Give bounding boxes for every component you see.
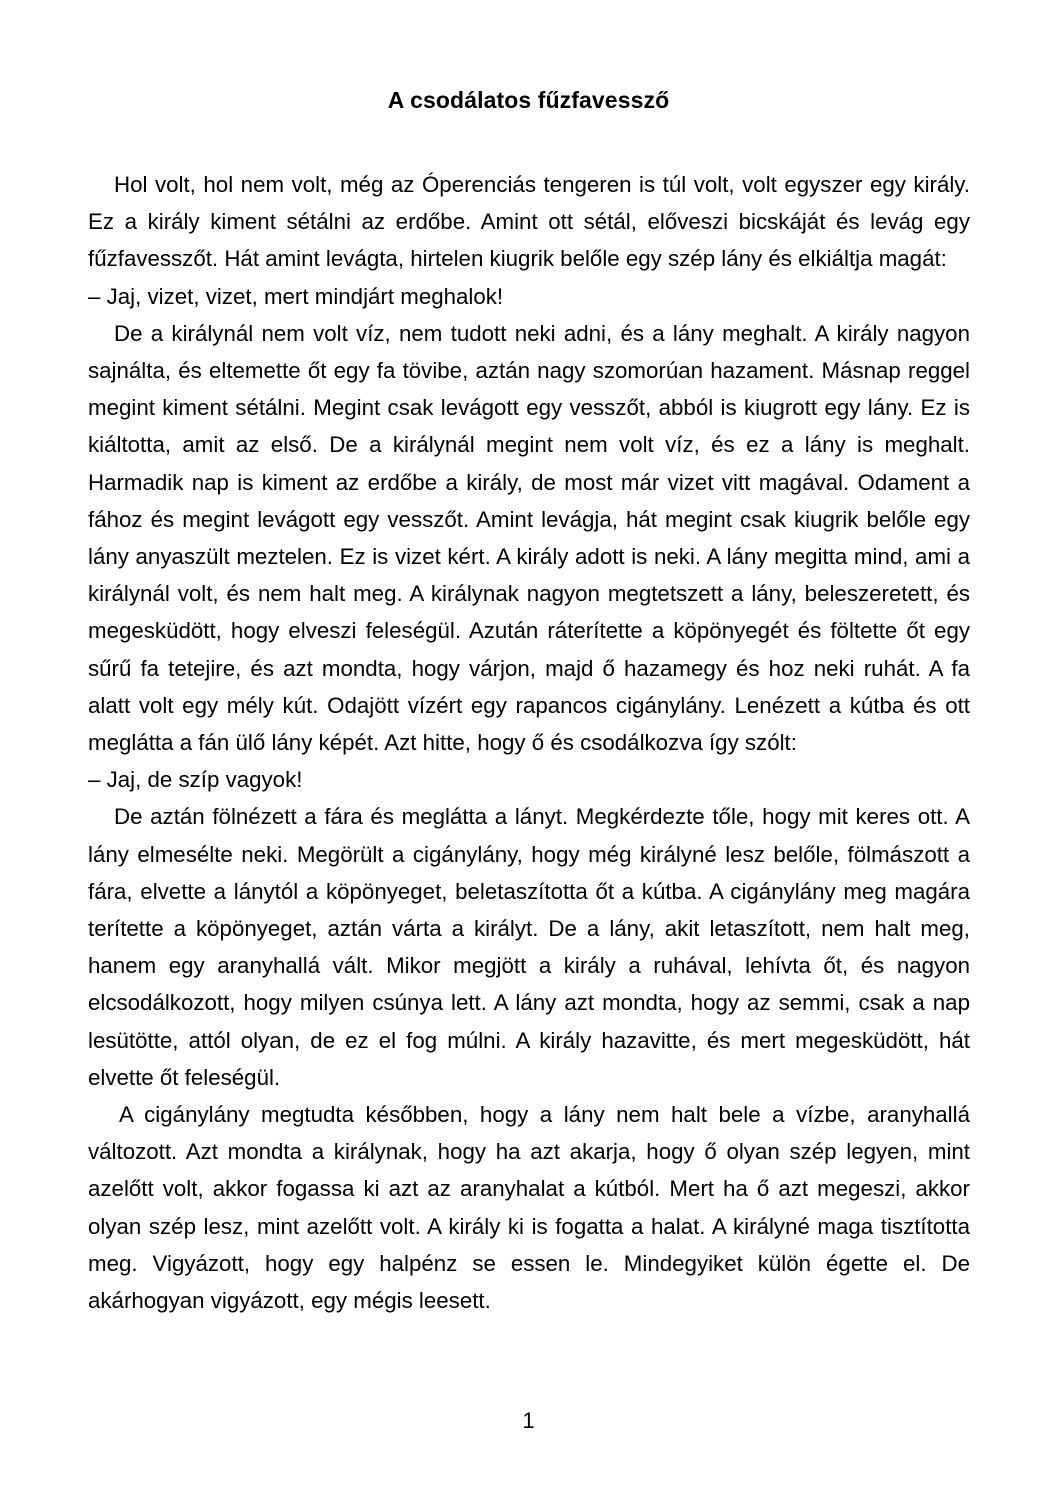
page-title: A csodálatos fűzfavessző <box>387 87 670 114</box>
page-number: 1 <box>522 1408 535 1433</box>
paragraph: De a királynál nem volt víz, nem tudott neki adni, és a lány meghalt. A király nagyon sajnálta, és eltemette őt egy fa tövibe, aztán nagy szomorúan hazament. Másnap reggel megint kiment sétálni. Megint csak levágott egy vesszőt, abból is kiugrott egy lány. Ez is kiáltotta, amit az első. De a királynál megint nem volt víz, és ez a lány is meghalt. Harmadik nap is kiment az erdőbe a király, de most már vizet vitt magával. Odament a fához és megint levágott egy vesszőt. Amint levágja, hát megint csak kiugrik belőle egy lány anyaszült meztelen. Ez is vizet kért. A király adott is neki. A lány megitta mind, ami a királynál volt, és nem halt meg. A királynak nagyon megtetszett a lány, beleszeretett, és megesküdött, hogy elveszi feleségül. Azután ráterítette a köpönyegét és föltette őt egy sűrű fa tetejire, és azt mondta, hogy várjon, majd ő hazamegy és hoz neki ruhát. A fa alatt volt egy mély kút. Odajött vízért egy rapancos cigánylány. Lenézett a kútba és ott meglátta a fán ülő lány képét. Azt hitte, hogy ő és csodálkozva így szólt: <box>88 320 970 756</box>
document-body <box>88 166 970 1319</box>
dialogue-line: – Jaj, vizet, vizet, mert mindjárt meghalok! <box>88 283 504 309</box>
dialogue-line: – Jaj, de szíp vagyok! <box>88 767 303 793</box>
paragraph: Hol volt, hol nem volt, még az Óperenciás tengeren is túl volt, volt egyszer egy király. Ez a király kiment sétálni az erdőbe. Amint ott sétál, előveszi bicskáját és levág egy fűzfavesszőt. Hát amint levágta, hirtelen kiugrik belőle egy szép lány és elkiáltja magát: <box>88 172 970 272</box>
paragraph: A cigánylány megtudta későbben, hogy a lány nem halt bele a vízbe, aranyhallá változott. Azt mondta a királynak, hogy ha azt akarja, hogy ő olyan szép legyen, mint azelőtt volt, akkor fogassa ki azt az aranyhalat a kútból. Mert ha ő azt megeszi, akkor olyan szép lesz, mint azelőtt volt. A király ki is fogatta a halat. A királyné maga tisztította meg. Vigyázott, hogy egy halpénz se essen le. Mindegyiket külön égette el. De akárhogyan vigyázott, egy mégis leesett. <box>88 1102 970 1314</box>
paragraph: De aztán fölnézett a fára és meglátta a lányt. Megkérdezte tőle, hogy mit keres ott. A lány elmesélte neki. Megörült a cigánylány, hogy még királyné lesz belőle, fölmászott a fára, elvette a lánytól a köpönyeget, beletaszította őt a kútba. A cigánylány meg magára terítette a köpönyeget, aztán várta a királyt. De a lány, akit letaszított, nem halt meg, hanem egy aranyhallá vált. Mikor megjött a király a ruhával, lehívta őt, és nagyon elcsodálkozott, hogy milyen csúnya lett. A lány azt mondta, hogy az semmi, csak a nap lesütötte, attól olyan, de ez el fog múlni. A király hazavitte, és mert megesküdött, hát elvette őt feleségül. <box>88 804 970 1090</box>
